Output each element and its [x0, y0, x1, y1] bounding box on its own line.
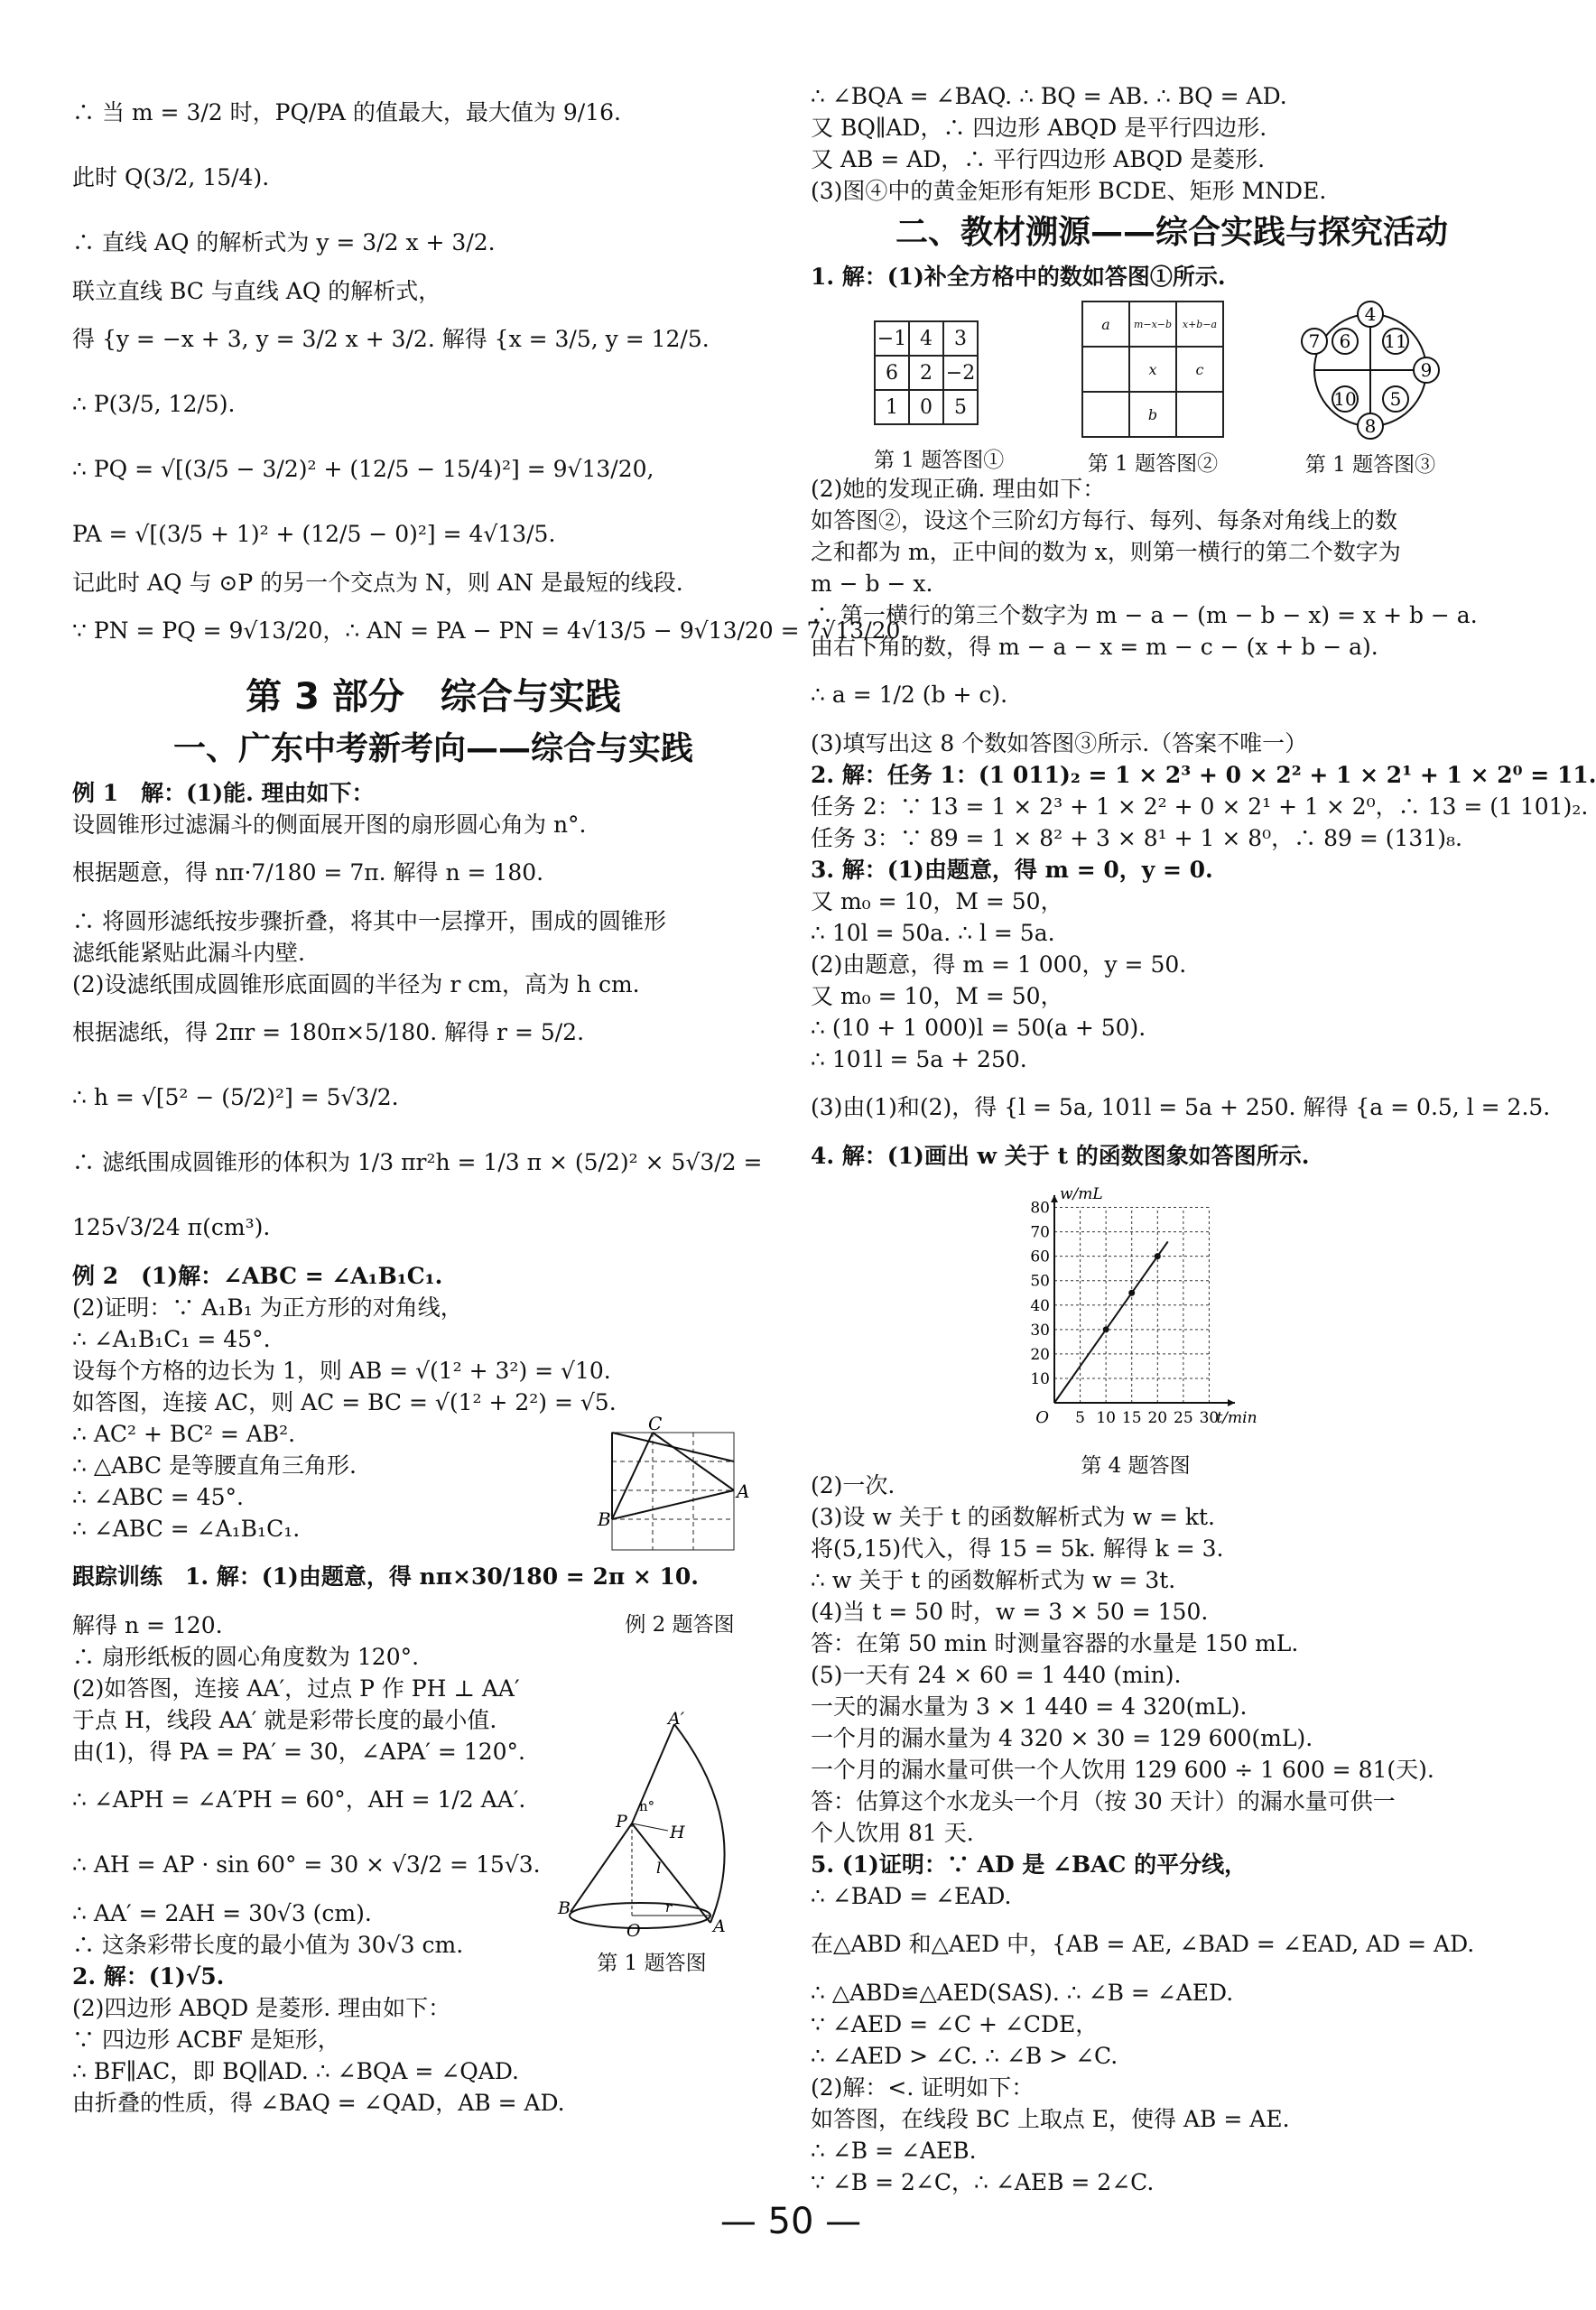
number-node-label: 10: [1333, 388, 1357, 410]
text-line: ∵ PN = PQ = 9√13/20，∴ AN = PA − PN = 4√13/5 − 9√13/20 = 7√13/20.: [72, 617, 908, 644]
text-line: 设圆锥形过滤漏斗的侧面展开图的扇形圆心角为 n°.: [72, 812, 587, 838]
water-chart: [1000, 1173, 1271, 1443]
cone-caption: 第 1 题答图: [597, 1952, 707, 1975]
text-line: ∴ ∠ABC = 45°.: [72, 1484, 244, 1510]
text-line: (3)图④中的黄金矩形有矩形 BCDE、矩形 MNDE.: [811, 178, 1327, 204]
text-line: 于点 H，线段 AA′ 就是彩带长度的最小值.: [72, 1707, 497, 1733]
text-line: ∴ P(3/5, 12/5).: [72, 391, 236, 417]
chart-caption: 第 4 题答图: [1081, 1454, 1191, 1478]
label-p: P: [616, 1812, 627, 1832]
text-line: (2)四边形 ABQD 是菱形. 理由如下：: [72, 1995, 451, 2021]
text-line: ∴ 这条彩带长度的最小值为 30√3 cm.: [72, 1932, 464, 1958]
q1-figures-row: [811, 293, 1533, 477]
x-axis-arrow: [1228, 1399, 1235, 1406]
text-line: ∴ ∠BQA = ∠BAQ. ∴ BQ = AB. ∴ BQ = AD.: [811, 83, 1287, 109]
x-tick-label: 15: [1121, 1409, 1142, 1427]
text-line: ∴ ∠ABC = ∠A₁B₁C₁.: [72, 1516, 301, 1542]
data-point: [1103, 1326, 1109, 1332]
text-line: ∴ 扇形纸板的圆心角度数为 120°.: [72, 1644, 420, 1670]
text-line: 4. 解：(1)画出 w 关于 t 的函数图象如答图所示.: [811, 1143, 1310, 1169]
text-line: 在△ABD 和△AED 中，{AB = AE, ∠BAD = ∠EAD, AD = AD.: [811, 1931, 1475, 1957]
fig-magic-square: [874, 320, 1004, 473]
text-line: 设每个方格的边长为 1，则 AB = √(1² + 3²) = √10.: [72, 1358, 611, 1384]
y-tick-label: 50: [1030, 1272, 1050, 1291]
x-axis-label: t/min: [1216, 1409, 1257, 1427]
example2-diagram: [598, 1413, 756, 1602]
text-line: ∴ 第一横行的第三个数字为 m − a − (m − b − x) = x + b − a.: [811, 602, 1478, 628]
y-tick-label: 40: [1030, 1296, 1050, 1315]
text-line: ∴ AC² + BC² = AB².: [72, 1421, 296, 1447]
part-title: 第 3 部分 综合与实践: [246, 676, 621, 718]
text-line: 如答图②，设这个三阶幻方每行、每列、每条对角线上的数: [811, 507, 1398, 533]
y-tick-label: 70: [1030, 1223, 1050, 1242]
number-node-label: 7: [1308, 330, 1321, 352]
label-a-cone: A: [713, 1916, 726, 1936]
text-line: ∴ 101l = 5a + 250.: [811, 1046, 1027, 1072]
section1-title: 一、广东中考新考向——综合与实践: [172, 730, 693, 767]
text-line: ∴ (10 + 1 000)l = 50(a + 50).: [811, 1015, 1146, 1041]
text-line: 记此时 AQ 与 ⊙P 的另一个交点为 N，则 AN 是最短的线段.: [72, 570, 683, 596]
text-line: 125√3/24 π(cm³).: [72, 1214, 271, 1240]
text-line: 得 {y = −x + 3, y = 3/2 x + 3/2. 解得 {x = 3/5, y = 12/5.: [72, 326, 710, 352]
text-line: 例 2 (1)解：∠ABC = ∠A₁B₁C₁.: [72, 1263, 443, 1289]
section2-title: 二、教材溯源——综合实践与探究活动: [895, 214, 1448, 251]
vs-cell: [1176, 392, 1223, 437]
chart-figure: [1000, 1173, 1271, 1479]
text-line: (4)当 t = 50 时，w = 3 × 50 = 150.: [811, 1599, 1209, 1625]
text-line: 2. 解：(1)√5.: [72, 1963, 225, 1990]
data-point: [1155, 1253, 1161, 1259]
text-line: 一个月的漏水量为 4 320 × 30 = 129 600(mL).: [811, 1725, 1313, 1751]
text-line: m − b − x.: [811, 571, 933, 597]
vs-cell: [1082, 392, 1129, 437]
label-c: C: [648, 1413, 663, 1434]
text-line: (2)设滤纸围成圆锥形底面圆的半径为 r cm，高为 h cm.: [72, 971, 640, 997]
ms-cell: 1: [875, 390, 909, 424]
text-line: 又 m₀ = 10，M = 50，: [811, 983, 1063, 1009]
chart-block: [811, 1173, 1533, 1478]
text-line: ∴ 10l = 50a. ∴ l = 5a.: [811, 920, 1055, 946]
text-line: 联立直线 BC 与直线 AQ 的解析式，: [72, 278, 441, 304]
variable-square-table: [1081, 301, 1224, 438]
ms-cell: 4: [909, 321, 943, 356]
text-line: ∴ ∠AED > ∠C. ∴ ∠B > ∠C.: [811, 2043, 1118, 2069]
text-line: 解得 n = 120.: [72, 1612, 223, 1638]
data-point: [1128, 1290, 1135, 1296]
text-line: (2)一次.: [811, 1472, 895, 1498]
text-line: 由折叠的性质，得 ∠BAQ = ∠QAD，AB = AD.: [72, 2090, 565, 2116]
text-line: (3)设 w 关于 t 的函数解析式为 w = kt.: [811, 1504, 1215, 1530]
label-b: B: [598, 1508, 611, 1530]
y-axis-arrow: [1051, 1195, 1058, 1202]
text-line: ∴ ∠APH = ∠A′PH = 60°，AH = 1/2 AA′.: [72, 1786, 526, 1813]
right-q4-block: [811, 1470, 1533, 2197]
label-l: l: [656, 1860, 662, 1878]
text-line: PA = √[(3/5 + 1)² + (12/5 − 0)²] = 4√13/5.: [72, 521, 556, 547]
text-line: ∴ AA′ = 2AH = 30√3 (cm).: [72, 1900, 372, 1926]
vs-cell: m−x−b: [1129, 302, 1176, 347]
text-line: 滤纸能紧贴此漏斗内壁.: [72, 940, 305, 966]
text-line: ∵ ∠B = 2∠C，∴ ∠AEB = 2∠C.: [811, 2169, 1155, 2195]
y-axis-label: w/mL: [1060, 1185, 1103, 1203]
label-a-prime: A′: [668, 1709, 685, 1729]
ms-cell: −1: [875, 321, 909, 356]
cone-diagram: [552, 1709, 751, 1941]
text-line: 又 AB = AD，∴ 平行四边形 ABQD 是菱形.: [811, 146, 1266, 172]
number-node-label: 4: [1364, 303, 1377, 325]
ms-cell: 0: [909, 390, 943, 424]
fig-variable-square: [1081, 301, 1224, 477]
x-tick-label: 20: [1147, 1409, 1168, 1427]
text-line: 答：在第 50 min 时测量容器的水量是 150 mL.: [811, 1630, 1299, 1656]
text-line: (2)解：<. 证明如下：: [811, 2074, 1035, 2101]
text-line: ∴ △ABC 是等腰直角三角形.: [72, 1452, 357, 1479]
vs-cell: a: [1082, 302, 1129, 347]
text-line: 跟踪训练 1. 解：(1)由题意，得 nπ×30/180 = 2π × 10.: [72, 1563, 699, 1590]
number-node-label: 6: [1339, 330, 1351, 352]
text-line: (2)证明：∵ A₁B₁ 为正方形的对角线，: [72, 1294, 463, 1321]
circle-diagram: [1289, 298, 1452, 442]
vs-cell: b: [1129, 392, 1176, 437]
q1-heading: 1. 解：(1)补全方格中的数如答图①所示.: [811, 264, 1226, 290]
fig1-caption: 第 1 题答图①: [874, 449, 1005, 472]
x-tick-label: 30: [1199, 1409, 1220, 1427]
text-line: 将(5,15)代入，得 15 = 5k. 解得 k = 3.: [811, 1535, 1224, 1562]
fig2-caption: 第 1 题答图②: [1087, 452, 1219, 476]
text-line: 任务 2：∵ 13 = 1 × 2³ + 1 × 2² + 0 × 2¹ + 1 × 2⁰，∴ 13 = (1 101)₂.: [811, 793, 1589, 820]
cone-figure: [552, 1709, 751, 1977]
example2-figure: [598, 1413, 756, 1637]
text-line: ∴ 当 m = 3/2 时，PQ/PA 的值最大，最大值为 9/16.: [72, 99, 621, 125]
text-line: ∴ BF∥AC，即 BQ∥AD. ∴ ∠BQA = ∠QAD.: [72, 2058, 519, 2084]
text-line: 任务 3：∵ 89 = 1 × 8² + 3 × 8¹ + 1 × 8⁰，∴ 89 = (131)₈.: [811, 825, 1462, 851]
text-line: ∴ ∠BAD = ∠EAD.: [811, 1883, 1012, 1909]
right-q1-block: [811, 474, 1596, 1171]
right-top-block: [811, 81, 1533, 206]
text-line: 此时 Q(3/2, 15/4).: [72, 164, 270, 190]
text-line: 又 m₀ = 10，M = 50，: [811, 888, 1063, 914]
y-tick-label: 10: [1030, 1369, 1050, 1388]
number-node-label: 8: [1364, 415, 1377, 437]
label-a: A: [737, 1480, 750, 1502]
text-line: (3)填写出这 8 个数如答图③所示.（答案不唯一）: [811, 730, 1308, 756]
origin-label: O: [1035, 1408, 1049, 1427]
text-line: 又 BQ∥AD，∴ 四边形 ABQD 是平行四边形.: [811, 115, 1267, 141]
y-tick-label: 20: [1030, 1345, 1050, 1364]
label-o: O: [626, 1921, 641, 1941]
number-node-label: 11: [1384, 330, 1407, 352]
label-r: r: [665, 1899, 673, 1916]
text-line: (5)一天有 24 × 60 = 1 440 (min).: [811, 1662, 1182, 1688]
text-line: (2)由题意，得 m = 1 000，y = 50.: [811, 951, 1187, 978]
text-line: 例 1 解：(1)能. 理由如下：: [72, 780, 375, 806]
text-line: ∴ AH = AP · sin 60° = 30 × √3/2 = 15√3.: [72, 1851, 541, 1878]
text-line: ∴ 将圆形滤纸按步骤折叠，将其中一层撑开，围成的圆锥形: [72, 908, 666, 934]
text-line: ∵ ∠AED = ∠C + ∠CDE，: [811, 2011, 1099, 2037]
text-line: (2)她的发现正确. 理由如下：: [811, 476, 1106, 502]
text-line: 如答图，连接 AC，则 AC = BC = √(1² + 2²) = √5.: [72, 1389, 617, 1415]
y-tick-label: 80: [1030, 1199, 1050, 1218]
x-tick-label: 5: [1075, 1409, 1085, 1427]
text-line: ∴ w 关于 t 的函数解析式为 w = 3t.: [811, 1567, 1176, 1593]
magic-square-table: [874, 320, 979, 425]
x-tick-label: 10: [1096, 1409, 1116, 1427]
fig-circle-numbers: [1289, 298, 1452, 478]
vs-cell: x+b−a: [1176, 302, 1223, 347]
text-line: 一个月的漏水量可供一个人饮用 129 600 ÷ 1 600 = 81(天).: [811, 1757, 1434, 1783]
text-line: 之和都为 m，正中间的数为 x，则第一横行的第二个数字为: [811, 539, 1401, 565]
ms-cell: 2: [909, 356, 943, 390]
text-line: 如答图，在线段 BC 上取点 E，使得 AB = AE.: [811, 2106, 1290, 2132]
vs-cell: c: [1176, 347, 1223, 392]
text-line: 由(1)，得 PA = PA′ = 30，∠APA′ = 120°.: [72, 1739, 525, 1765]
text-line: (2)如答图，连接 AA′，过点 P 作 PH ⊥ AA′: [72, 1675, 520, 1702]
text-line: 2. 解：任务 1：(1 011)₂ = 1 × 2³ + 0 × 2² + 1 × 2¹ + 1 × 2⁰ = 11.: [811, 762, 1596, 788]
page-number: — 50 —: [719, 2201, 862, 2242]
text-line: ∴ △ABD≌△AED(SAS). ∴ ∠B = ∠AED.: [811, 1980, 1234, 2006]
text-line: 3. 解：(1)由题意，得 m = 0，y = 0.: [811, 857, 1213, 883]
ms-cell: 6: [875, 356, 909, 390]
text-line: 由右下角的数，得 m − a − x = m − c − (x + b − a).: [811, 634, 1378, 660]
text-line: 答：估算这个水龙头一个月（按 30 天计）的漏水量可供一: [811, 1788, 1396, 1814]
text-line: ∴ 直线 AQ 的解析式为 y = 3/2 x + 3/2.: [72, 229, 496, 255]
y-tick-label: 30: [1030, 1321, 1050, 1340]
label-h: H: [670, 1823, 685, 1842]
text-line: ∴ h = √[5² − (5/2)²] = 5√3/2.: [72, 1084, 399, 1110]
text-line: ∴ ∠B = ∠AEB.: [811, 2138, 977, 2164]
y-tick-label: 60: [1030, 1248, 1050, 1266]
text-line: ∴ ∠A₁B₁C₁ = 45°.: [72, 1326, 271, 1352]
text-line: 5. (1)证明：∵ AD 是 ∠BAC 的平分线，: [811, 1851, 1248, 1878]
ms-cell: −2: [943, 356, 978, 390]
vs-cell: [1082, 347, 1129, 392]
text-line: ∴ PQ = √[(3/5 − 3/2)² + (12/5 − 15/4)²] = 9√13/20,: [72, 456, 654, 482]
text-line: 一天的漏水量为 3 × 1 440 = 4 320(mL).: [811, 1693, 1248, 1720]
text-line: ∴ a = 1/2 (b + c).: [811, 682, 1008, 708]
vs-cell: x: [1129, 347, 1176, 392]
ms-cell: 5: [943, 390, 978, 424]
number-node-label: 9: [1420, 359, 1433, 381]
right-column: [811, 81, 1596, 2199]
text-line: 根据滤纸，得 2πr = 180π×5/180. 解得 r = 5/2.: [72, 1019, 585, 1045]
text-line: 个人饮用 81 天.: [811, 1820, 974, 1846]
text-line: ∵ 四边形 ACBF 是矩形，: [72, 2027, 340, 2053]
fig3-caption: 第 1 题答图③: [1304, 453, 1436, 477]
text-line: 根据题意，得 nπ·7/180 = 7π. 解得 n = 180.: [72, 859, 544, 886]
text-line: ∴ 滤纸围成圆锥形的体积为 1/3 πr²h = 1/3 π × (5/2)² × 5√3/2 =: [72, 1149, 763, 1175]
x-tick-label: 25: [1174, 1409, 1193, 1427]
label-b-cone: B: [558, 1898, 571, 1918]
text-line: (3)由(1)和(2)，得 {l = 5a, 101l = 5a + 250. 解得 {a = 0.5, l = 2.5.: [811, 1094, 1551, 1120]
label-n-degree: n°: [639, 1798, 655, 1814]
example2-caption: 例 2 题答图: [625, 1613, 735, 1637]
ms-cell: 3: [943, 321, 978, 356]
number-node-label: 5: [1389, 388, 1402, 410]
